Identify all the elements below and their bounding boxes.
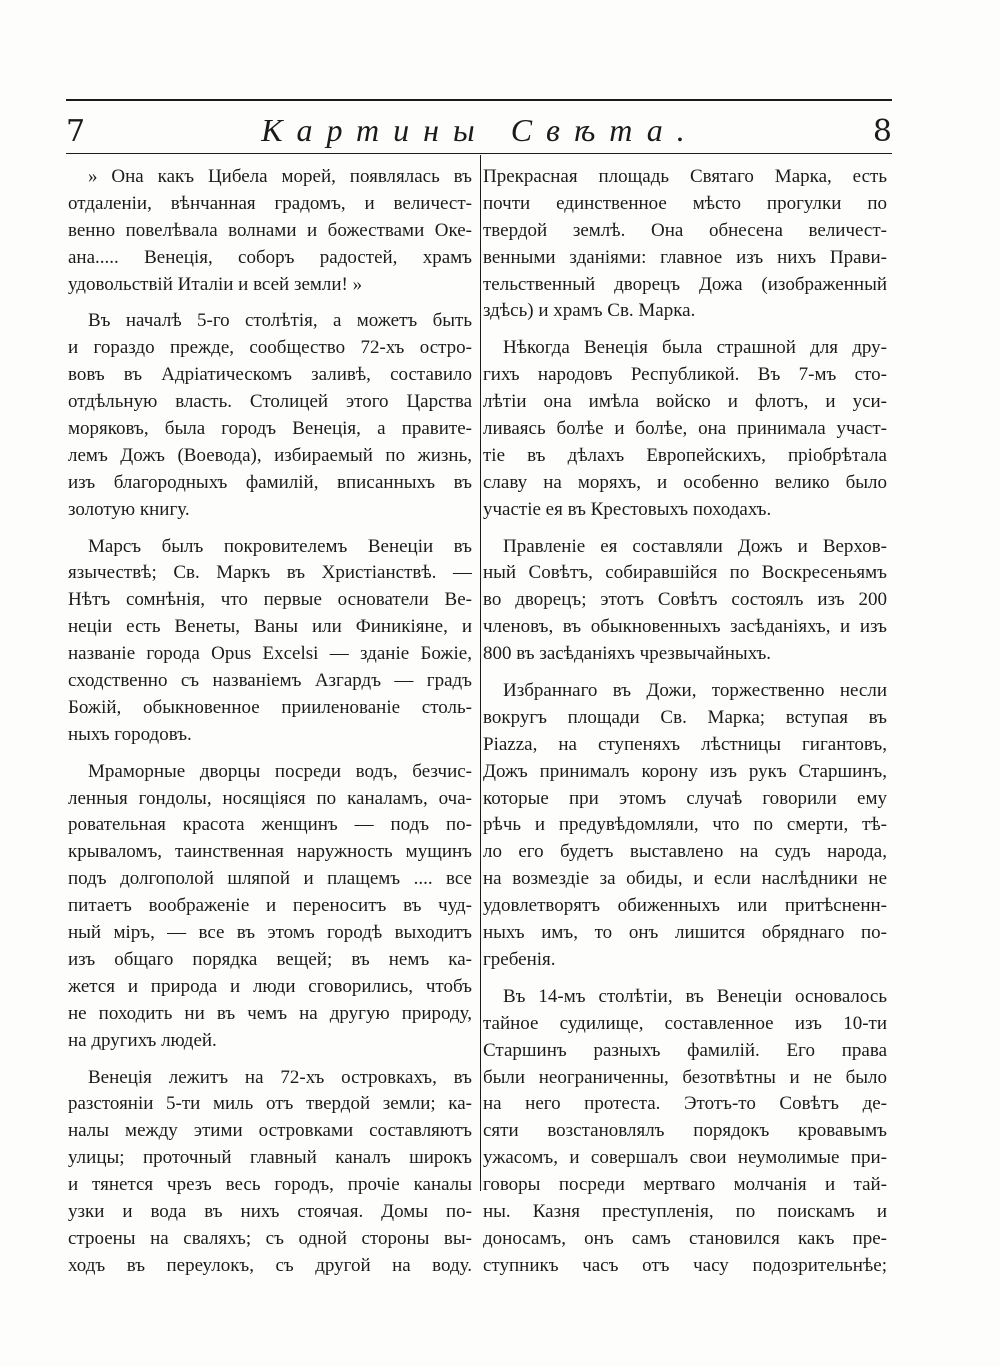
text-line: ныхъ городовъ. (68, 723, 192, 745)
text-line: ныхъ имъ, то онъ лишится обряднаго по- (483, 922, 887, 944)
text-line: ный Совѣтъ, собиравшійся по Воскресеньямъ (483, 562, 887, 584)
text-line: твердой землѣ. Она обнесена величест- (483, 219, 887, 241)
text-line: не походить ни въ чемъ на другую природу, (68, 1002, 472, 1024)
text-line: венно повелѣвала волнами и божествами Оке- (68, 219, 472, 241)
text-line: тіе въ дѣлахъ Европейскихъ, пріобрѣтала (483, 444, 887, 466)
text-line: моряковъ, была городъ Венеція, а правите- (68, 418, 472, 440)
text-line: разстояніи 5-ти миль отъ твердой земли; ка- (68, 1093, 472, 1115)
text-line: Нѣкогда Венеція была страшной для дру- (503, 337, 887, 359)
text-line: которые при этомъ случаѣ говорили ему (483, 787, 887, 809)
page-number-left: 7 (66, 114, 86, 149)
text-line: тельственный дворецъ Дожа (изображенный (483, 273, 887, 295)
text-line: ленныя гондолы, носящіяся по каналамъ, оча- (68, 787, 472, 809)
text-line: Правленіе ея составляли Дожъ и Верхов- (503, 535, 887, 557)
text-line: гихъ народовъ Республикой. Въ 7-мъ сто- (483, 364, 887, 386)
text-line: на другихъ людей. (68, 1029, 217, 1051)
text-line: жется и природа и люди сговорились, чтобъ (68, 975, 472, 997)
text-line: членовъ, въ обыкновенныхъ засѣданіяхъ, и изъ (483, 616, 887, 638)
text-line: сходственно съ названіемъ Азгардъ — градъ (68, 670, 472, 692)
text-line: ступникъ часъ отъ часу подозрительнѣе; (483, 1254, 887, 1276)
text-line: питаетъ воображеніе и переноситъ въ чуд- (68, 895, 472, 917)
text-line: славу на моряхъ, и особенно велико было (483, 471, 887, 493)
header-rule-bottom (66, 153, 892, 154)
text-line: Piazza, на ступеняхъ лѣстницы гигантовъ, (483, 733, 887, 755)
text-line: » Она какъ Цибела морей, появлялась въ (88, 166, 472, 187)
text-line: улицы; проточный главный каналъ широкъ (68, 1147, 472, 1169)
text-line: отдаленіи, вѣнчанная градомъ, и величест- (68, 192, 472, 214)
text-line: язычествѣ; Св. Маркъ въ Христіанствѣ. — (68, 562, 472, 584)
text-line: Нѣтъ сомнѣнія, что первые основатели Ве- (68, 589, 472, 611)
text-line: удовольствій Италіи и всей земли! » (68, 273, 363, 295)
text-line: венными зданіями: главное изъ нихъ Прави- (483, 246, 887, 268)
text-line: рѣчь и предувѣдомляли, что по смерти, тѣ- (483, 814, 887, 836)
text-line: Прекрасная площадь Святаго Марка, есть (483, 166, 887, 187)
text-line: Дожъ принималъ корону изъ рукъ Старшинъ, (483, 760, 887, 782)
header-rule-top (66, 99, 892, 101)
text-line: ный міръ, — все въ этомъ городѣ выходитъ (68, 922, 472, 944)
text-line: удовлетворятъ обиженныхъ или притѣсненн- (483, 895, 887, 917)
text-line: 800 въ засѣданіяхъ чрезвычайныхъ. (483, 643, 772, 665)
text-line: неціи есть Венеты, Ваны или Финикіяне, и (68, 616, 472, 638)
text-line: золотую книгу. (68, 498, 190, 520)
text-line: лѣтіи она имѣла войско и флотъ, и уси- (483, 391, 887, 413)
text-line: тайное судилище, составленное изъ 10-ти (483, 1012, 887, 1034)
text-line: ходъ въ переулокъ, съ другой на воду. (68, 1254, 472, 1276)
text-line: на него протеста. Этотъ-то Совѣтъ де- (483, 1093, 887, 1115)
text-line: узки и вода въ нихъ стоячая. Домы по- (68, 1200, 472, 1222)
text-line: были неограниченны, безотвѣтны и не было (483, 1066, 887, 1088)
right-column (483, 164, 887, 1280)
text-line: крываломъ, таинственная наружность мущинъ (68, 841, 472, 863)
text-line: ровательная красота женщинъ — подъ по- (68, 814, 472, 836)
text-line: изъ общаго порядка вещей; въ немъ ка- (68, 948, 472, 970)
left-column (68, 164, 472, 1280)
page-number-right: 8 (872, 114, 892, 149)
text-line: Въ 14-мъ столѣтіи, въ Венеціи основалось (503, 985, 887, 1007)
text-line: на возмездіе за обиды, и если наслѣдники не (483, 868, 887, 890)
text-line: ана..... Венеція, соборъ радостей, храмъ (68, 246, 472, 268)
text-line: вовъ въ Адріатическомъ заливѣ, составило (68, 364, 472, 386)
text-line: говоры посреди мертваго молчанія и тай- (483, 1174, 887, 1196)
text-line: почти единственное мѣсто прогулки по (483, 192, 887, 214)
text-line: Старшинъ разныхъ фамилій. Его права (483, 1039, 887, 1061)
text-line: ужасомъ, и совершалъ свои неумолимые при- (483, 1147, 887, 1169)
text-line: вокругъ площади Св. Марка; вступая въ (483, 706, 887, 728)
text-line: ны. Казня преступленія, по поискамъ и (483, 1200, 887, 1222)
text-line: подъ долгополой шляпой и плащемъ .... все (68, 868, 472, 890)
running-title: Картины Свѣта. (261, 112, 699, 148)
column-divider (480, 155, 481, 1191)
text-line: ливаясь болѣе и болѣе, она принимала участ- (483, 418, 887, 440)
text-line: налы между этими островками составляютъ (68, 1120, 472, 1142)
text-line: строены на сваляхъ; съ одной стороны вы- (68, 1227, 472, 1249)
text-line: ло его будетъ выставлено на судъ народа, (483, 841, 887, 863)
text-line: сяти возстановлялъ порядокъ кровавымъ (483, 1120, 887, 1142)
text-line: гребенія. (483, 948, 556, 970)
text-line: Венеція лежитъ на 72-хъ островкахъ, въ (88, 1066, 472, 1088)
text-line: Марсъ былъ покровителемъ Венеціи въ (88, 535, 472, 557)
text-line: доносамъ, онъ самъ становился какъ пре- (483, 1227, 887, 1249)
text-line: Избраннаго въ Дожи, торжественно несли (503, 680, 887, 702)
text-line: изъ благородныхъ фамилій, вписанныхъ въ (68, 471, 472, 493)
text-line: и гораздо прежде, сообщество 72-хъ остро- (68, 337, 472, 359)
text-line: во дворецъ; этотъ Совѣтъ состоялъ изъ 200 (483, 589, 887, 611)
text-line: Въ началѣ 5-го столѣтія, а можетъ быть (88, 310, 472, 332)
text-line: лемъ Дожъ (Воевода), избираемый по жизнь, (68, 444, 472, 466)
text-line: отдѣльную власть. Столицей этого Царства (68, 391, 472, 413)
text-line: Мраморные дворцы посреди водъ, безчис- (88, 760, 472, 782)
text-line: Божій, обыкновенное прииленованіе столь- (68, 696, 472, 718)
text-line: участіе ея въ Крестовыхъ походахъ. (483, 498, 772, 520)
text-line: и тянется чрезъ весь городъ, прочіе каналы (68, 1174, 472, 1196)
text-line: названіе города Opus Excelsi — зданіе Божіе, (68, 643, 472, 665)
text-line: здѣсь) и храмъ Св. Марка. (483, 300, 696, 322)
